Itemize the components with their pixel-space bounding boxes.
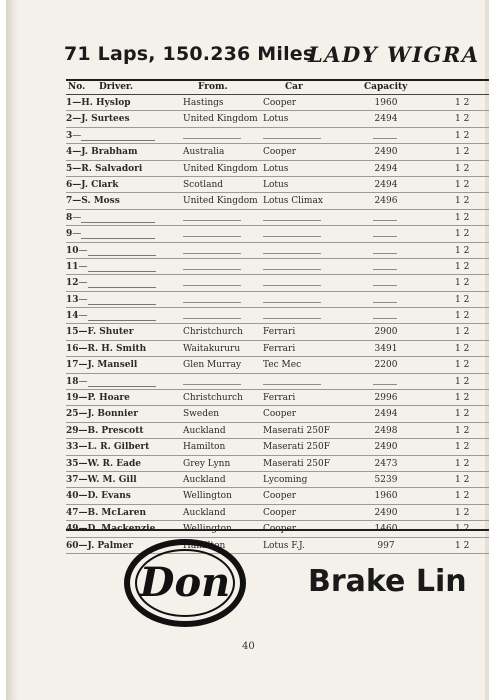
table-row [66,374,489,390]
lap-mark: 1 2 [455,343,470,354]
table-row [66,275,489,291]
entry-number: 8— [66,213,155,223]
table-header [66,81,489,95]
lap-mark: 1 2 [455,245,470,256]
entry-number: 14— [66,311,156,321]
blank-capacity [373,236,397,237]
blank-capacity [373,318,397,319]
entry-from: Scotland [183,179,224,190]
brake-lining-advert: Brake Lin [308,564,467,599]
blank-from [183,253,241,254]
table-bottom-rule [66,529,489,531]
entry-car: Maserati 250F [263,442,330,453]
entry-car: Ferrari [263,393,296,404]
header-car: Car [285,82,303,92]
table-row [66,210,489,226]
entry-car: Cooper [263,98,297,108]
lap-mark: 1 2 [455,540,470,551]
entry-car: Lycoming [263,474,308,485]
table-row [66,95,489,111]
entry-car: Cooper [263,491,297,502]
lap-mark: 1 2 [455,360,470,371]
entry-capacity: 2473 [374,458,398,469]
entry-from: Christchurch [183,393,243,404]
entry-capacity: 997 [377,540,395,551]
blank-capacity [373,253,397,254]
header-capacity: Capacity [364,82,408,92]
entry-driver: 5—R. Salvadori [66,163,143,174]
table-row [66,406,489,422]
entry-capacity: 2490 [374,442,398,453]
entry-driver: 6—J. Clark [66,179,119,190]
entry-from: Hastings [183,98,224,108]
entry-car: Lotus Climax [263,196,323,207]
entry-capacity: 2200 [374,360,398,371]
table-row [66,111,489,127]
entry-car: Cooper [263,409,297,420]
entry-capacity: 2996 [374,393,398,404]
entry-capacity: 2494 [374,114,398,125]
blank-capacity [373,285,397,286]
lap-mark: 1 2 [455,147,470,158]
blank-car [263,302,321,303]
entry-from: Waitakururu [183,343,241,354]
entry-capacity: 2490 [374,507,398,518]
lap-mark: 1 2 [455,474,470,485]
header-driver: Driver. [99,82,133,92]
lap-mark: 1 2 [455,458,470,469]
entry-from: Hamilton [183,540,226,551]
lap-mark: 1 2 [455,163,470,174]
entry-car: Maserati 250F [263,458,330,469]
entry-capacity: 2494 [374,163,398,174]
page-number: 40 [242,641,255,652]
entry-from: Australia [183,147,225,158]
entry-capacity: 1960 [374,491,398,502]
don-logo-text: Don [139,559,231,606]
lap-mark: 1 2 [455,393,470,404]
table-row [66,144,489,160]
entry-driver: 37—W. M. Gill [66,474,137,485]
entry-car: Lotus [263,114,289,125]
entry-car: Lotus [263,163,289,174]
entry-car: Ferrari [263,327,296,338]
entry-driver: 25—J. Bonnier [66,409,138,420]
entry-driver: 47—B. McLaren [66,507,147,518]
entry-capacity: 1960 [374,98,398,108]
table-row [66,324,489,340]
blank-car [263,384,321,385]
race-distance-title: 71 Laps, 150.236 Miles [64,43,315,65]
show-through-text [251,548,391,561]
entry-driver: 35—W. R. Eade [66,458,141,469]
entry-number: 18— [66,377,156,387]
lap-mark: 1 2 [455,212,470,223]
lap-mark: 1 2 [455,229,470,240]
blank-from [183,302,241,303]
entry-driver: 1—H. Hyslop [66,98,131,108]
entry-from: Auckland [183,474,226,485]
entry-list-table [66,81,489,554]
blank-car [263,220,321,221]
entry-from: Glen Murray [183,360,242,371]
blank-car [263,253,321,254]
entry-driver: 15—F. Shuter [66,327,134,338]
table-row [66,193,489,209]
race-name-title: LADY WIGRA [308,42,480,67]
table-row [66,439,489,455]
header-no: No. [68,82,86,92]
entry-from: Hamilton [183,442,226,453]
entry-car: Maserati 250F [263,425,330,436]
entry-number: 13— [66,295,156,305]
blank-car [263,138,321,139]
lap-mark: 1 2 [455,425,470,436]
entry-driver: 29—B. Prescott [66,425,144,436]
blank-from [183,318,241,319]
entry-number: 12— [66,278,156,288]
blank-from [183,220,241,221]
entry-number: 3— [66,131,155,141]
entry-driver: 7—S. Moss [66,196,120,207]
lap-mark: 1 2 [455,442,470,453]
entry-from: United Kingdom [183,196,258,207]
entry-from: Sweden [183,409,220,420]
blank-capacity [373,302,397,303]
lap-mark: 1 2 [455,179,470,190]
table-row [66,423,489,439]
lap-mark: 1 2 [455,294,470,305]
entry-capacity: 2490 [374,147,398,158]
entry-from: Auckland [183,425,226,436]
entry-from: United Kingdom [183,163,258,174]
blank-car [263,285,321,286]
don-logo [124,538,246,628]
lap-mark: 1 2 [455,507,470,518]
blank-capacity [373,220,397,221]
table-row [66,177,489,193]
blank-car [263,269,321,270]
table-row [66,292,489,308]
entry-from: Grey Lynn [183,458,231,469]
table-row [66,226,489,242]
lap-mark: 1 2 [455,409,470,420]
entry-capacity: 3491 [374,343,398,354]
entry-car: Lotus F.J. [263,540,305,551]
blank-car [263,318,321,319]
entry-from: Wellington [183,491,232,502]
table-body [66,95,489,554]
table-row [66,488,489,504]
lap-mark: 1 2 [455,327,470,338]
entry-capacity: 2498 [374,425,398,436]
header-from: From. [198,82,228,92]
entry-driver: 19—P. Hoare [66,393,130,404]
lap-mark: 1 2 [455,114,470,125]
blank-from [183,285,241,286]
entry-number: 10— [66,246,156,256]
blank-from [183,138,241,139]
entry-driver: 4—J. Brabham [66,147,138,158]
table-row [66,128,489,144]
entry-car: Ferrari [263,343,296,354]
entry-driver: 17—J. Mansell [66,360,138,371]
table-row [66,308,489,324]
blank-from [183,236,241,237]
blank-from [183,269,241,270]
entry-capacity: 2900 [374,327,398,338]
entry-car: Cooper [263,147,297,158]
lap-mark: 1 2 [455,196,470,207]
lap-mark: 1 2 [455,491,470,502]
entry-driver: 2—J. Surtees [66,114,130,125]
table-row [66,472,489,488]
entry-capacity: 2494 [374,179,398,190]
entry-from: United Kingdom [183,114,258,125]
entry-from: Christchurch [183,327,243,338]
lap-mark: 1 2 [455,130,470,141]
entry-driver: 33—L. R. Gilbert [66,442,150,453]
entry-car: Tec Mec [263,360,302,371]
table-row [66,357,489,373]
lap-mark: 1 2 [455,376,470,387]
entry-number: 9— [66,229,155,239]
entry-driver: 40—D. Evans [66,491,131,502]
table-row [66,505,489,521]
table-row [66,161,489,177]
entry-driver: 16—R. H. Smith [66,343,147,354]
lap-mark: 1 2 [455,278,470,289]
entry-car: Cooper [263,507,297,518]
entry-car: Lotus [263,179,289,190]
entry-capacity: 2496 [374,196,398,207]
table-row [66,390,489,406]
table-row [66,341,489,357]
entry-number: 11— [66,262,156,272]
entry-from: Auckland [183,507,226,518]
lap-mark: 1 2 [455,261,470,272]
blank-capacity [373,269,397,270]
entry-capacity: 5239 [374,474,398,485]
entry-capacity: 2494 [374,409,398,420]
table-row [66,243,489,259]
blank-capacity [373,384,397,385]
program-page [6,0,489,700]
blank-capacity [373,138,397,139]
lap-mark: 1 2 [455,98,470,108]
blank-from [183,384,241,385]
blank-car [263,236,321,237]
entry-driver: 60—J. Palmer [66,540,134,551]
table-row [66,259,489,275]
lap-mark: 1 2 [455,311,470,322]
table-row [66,456,489,472]
